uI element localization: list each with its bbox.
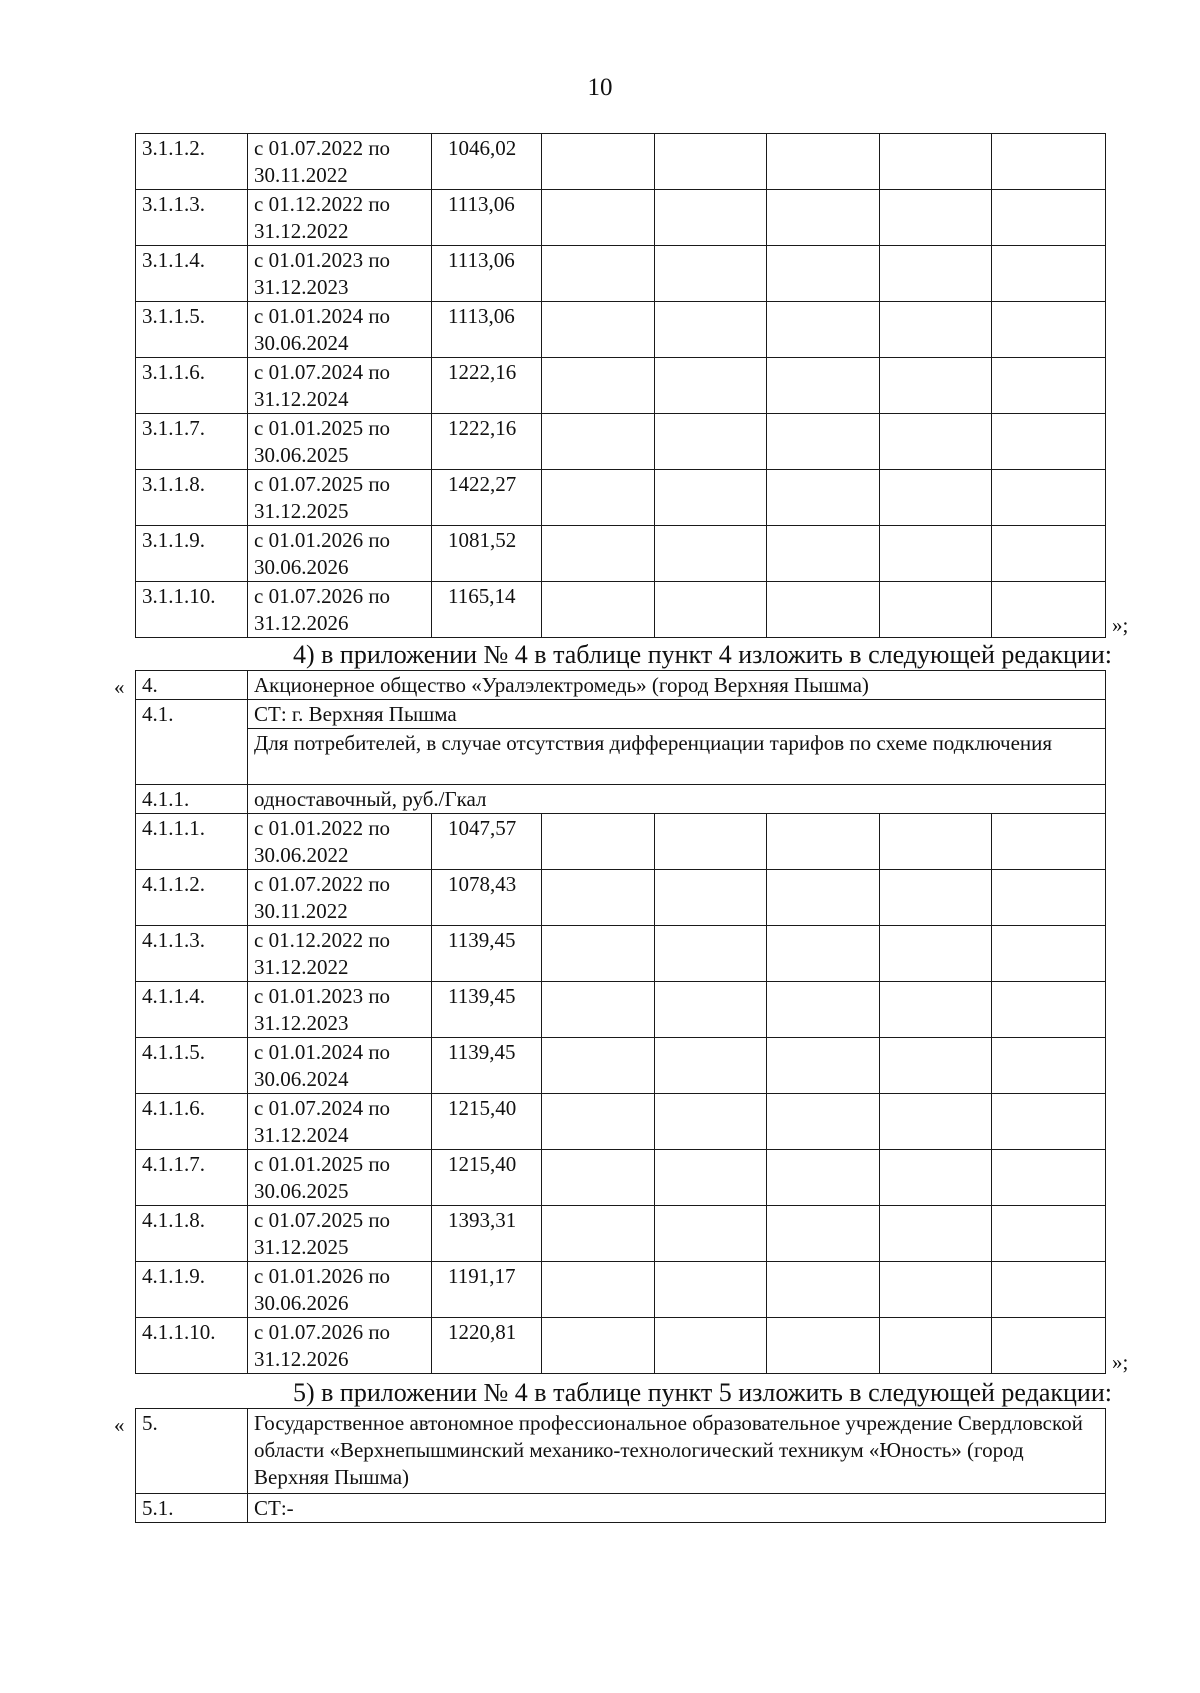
row-period-cell: с 01.07.2026 по 31.12.2026 xyxy=(248,1318,432,1374)
empty-cell xyxy=(542,582,655,638)
table-row xyxy=(136,729,1106,785)
empty-cell xyxy=(880,870,992,926)
table-row xyxy=(136,785,1106,814)
empty-cell xyxy=(880,1150,992,1206)
row-period-cell: с 01.01.2022 по 30.06.2022 xyxy=(248,814,432,870)
row-value-cell: 1139,45 xyxy=(432,982,542,1038)
row-code-cell: 4.1.1.1. xyxy=(136,814,248,870)
table-row xyxy=(136,1262,1106,1318)
empty-cell xyxy=(992,414,1106,470)
row-code-cell: 4.1.1.3. xyxy=(136,926,248,982)
empty-cell xyxy=(880,246,992,302)
empty-cell xyxy=(655,1150,767,1206)
row-value-cell: 1165,14 xyxy=(432,582,542,638)
tariff-table-5 xyxy=(135,1408,1106,1523)
row-period-cell: с 01.07.2022 по 30.11.2022 xyxy=(248,134,432,190)
row-value-cell: 1113,06 xyxy=(432,246,542,302)
empty-cell xyxy=(767,358,880,414)
empty-cell xyxy=(880,1038,992,1094)
tariff-code-cell: 4.1.1. xyxy=(136,785,248,814)
org-code-cell: 5. xyxy=(136,1409,248,1494)
amendment-instruction-5: 5) в приложении № 4 в таблице пункт 5 изложить в следующей редакции: xyxy=(293,1378,1112,1407)
row-period-cell: с 01.07.2022 по 30.11.2022 xyxy=(248,870,432,926)
empty-cell xyxy=(542,870,655,926)
row-period-cell: с 01.12.2022 по 31.12.2022 xyxy=(248,190,432,246)
empty-cell xyxy=(992,582,1106,638)
table-row xyxy=(136,1206,1106,1262)
table-row xyxy=(136,814,1106,870)
empty-cell xyxy=(767,1318,880,1374)
row-code-cell: 4.1.1.5. xyxy=(136,1038,248,1094)
table-row xyxy=(136,1094,1106,1150)
row-code-cell: 4.1.1.6. xyxy=(136,1094,248,1150)
empty-cell xyxy=(767,246,880,302)
table-row xyxy=(136,582,1106,638)
empty-cell xyxy=(767,134,880,190)
empty-cell xyxy=(880,1262,992,1318)
empty-cell xyxy=(992,526,1106,582)
table-row xyxy=(136,1038,1106,1094)
system-name-cell: СТ: г. Верхняя Пышма xyxy=(248,700,1106,729)
empty-cell xyxy=(992,1150,1106,1206)
empty-cell xyxy=(992,1094,1106,1150)
empty-cell xyxy=(542,246,655,302)
tariff-type-cell: одноставочный, руб./Гкал xyxy=(248,785,1106,814)
empty-cell xyxy=(655,470,767,526)
row-period-cell: с 01.07.2025 по 31.12.2025 xyxy=(248,1206,432,1262)
empty-cell xyxy=(767,414,880,470)
table-row xyxy=(136,470,1106,526)
page-number: 10 xyxy=(587,74,613,101)
empty-cell xyxy=(992,1262,1106,1318)
empty-cell xyxy=(992,1206,1106,1262)
org-name-cell: Акционерное общество «Уралэлектромедь» (город Верхняя Пышма) xyxy=(248,671,1106,700)
empty-cell xyxy=(767,1094,880,1150)
row-period-cell: с 01.07.2026 по 31.12.2026 xyxy=(248,582,432,638)
table-row xyxy=(136,302,1106,358)
empty-cell xyxy=(767,814,880,870)
row-code-cell: 4.1.1.8. xyxy=(136,1206,248,1262)
row-period-cell: с 01.01.2025 по 30.06.2025 xyxy=(248,1150,432,1206)
consumers-note-cell: Для потребителей, в случае отсутствия дифференциации тарифов по схеме подключения xyxy=(248,729,1106,785)
empty-cell xyxy=(655,526,767,582)
table-row xyxy=(136,870,1106,926)
empty-cell xyxy=(992,470,1106,526)
tariff-table-4 xyxy=(135,670,1106,1374)
empty-cell xyxy=(542,414,655,470)
empty-cell xyxy=(880,470,992,526)
empty-cell xyxy=(655,358,767,414)
empty-cell xyxy=(767,926,880,982)
empty-cell xyxy=(542,190,655,246)
row-period-cell: с 01.07.2024 по 31.12.2024 xyxy=(248,1094,432,1150)
table-row xyxy=(136,414,1106,470)
empty-cell xyxy=(880,1206,992,1262)
opening-quote: « xyxy=(114,1413,125,1437)
empty-cell xyxy=(655,134,767,190)
empty-cell xyxy=(767,1262,880,1318)
empty-cell xyxy=(655,982,767,1038)
row-period-cell: с 01.01.2024 по 30.06.2024 xyxy=(248,1038,432,1094)
empty-cell xyxy=(542,470,655,526)
empty-cell xyxy=(880,926,992,982)
system-code-cell: 5.1. xyxy=(136,1494,248,1523)
system-name-cell: СТ:- xyxy=(248,1494,1106,1523)
table-row xyxy=(136,982,1106,1038)
empty-cell xyxy=(655,246,767,302)
table-row xyxy=(136,1318,1106,1374)
row-period-cell: с 01.07.2024 по 31.12.2024 xyxy=(248,358,432,414)
row-value-cell: 1047,57 xyxy=(432,814,542,870)
empty-cell xyxy=(655,582,767,638)
row-value-cell: 1215,40 xyxy=(432,1094,542,1150)
empty-cell xyxy=(880,526,992,582)
table-row xyxy=(136,671,1106,700)
empty-cell xyxy=(542,358,655,414)
empty-cell xyxy=(767,582,880,638)
empty-cell xyxy=(542,302,655,358)
empty-cell xyxy=(655,1038,767,1094)
system-code-cell: 4.1. xyxy=(136,700,248,785)
empty-cell xyxy=(880,358,992,414)
empty-cell xyxy=(992,1038,1106,1094)
row-code-cell: 3.1.1.6. xyxy=(136,358,248,414)
empty-cell xyxy=(767,470,880,526)
row-code-cell: 3.1.1.5. xyxy=(136,302,248,358)
empty-cell xyxy=(992,982,1106,1038)
tariff-table-4-body xyxy=(136,671,1106,1374)
row-value-cell: 1215,40 xyxy=(432,1150,542,1206)
table-row xyxy=(136,190,1106,246)
empty-cell xyxy=(992,1318,1106,1374)
amendment-instruction-4: 4) в приложении № 4 в таблице пункт 4 изложить в следующей редакции: xyxy=(293,640,1112,669)
empty-cell xyxy=(992,302,1106,358)
empty-cell xyxy=(542,1150,655,1206)
row-value-cell: 1078,43 xyxy=(432,870,542,926)
row-value-cell: 1222,16 xyxy=(432,414,542,470)
empty-cell xyxy=(655,1094,767,1150)
empty-cell xyxy=(992,190,1106,246)
row-code-cell: 4.1.1.2. xyxy=(136,870,248,926)
empty-cell xyxy=(655,870,767,926)
empty-cell xyxy=(880,814,992,870)
table-row xyxy=(136,926,1106,982)
empty-cell xyxy=(880,582,992,638)
row-code-cell: 3.1.1.7. xyxy=(136,414,248,470)
empty-cell xyxy=(992,926,1106,982)
empty-cell xyxy=(655,1206,767,1262)
closing-quote: »; xyxy=(1112,613,1129,637)
table-row xyxy=(136,526,1106,582)
row-period-cell: с 01.01.2024 по 30.06.2024 xyxy=(248,302,432,358)
row-value-cell: 1220,81 xyxy=(432,1318,542,1374)
org-name-cell: Государственное автономное профессиональное образовательное учреждение Свердловской области «Верхнепышминский механико-технологический техникум «Юность» (город Верхняя Пышма) xyxy=(248,1409,1106,1494)
empty-cell xyxy=(542,1262,655,1318)
row-value-cell: 1113,06 xyxy=(432,190,542,246)
empty-cell xyxy=(992,870,1106,926)
empty-cell xyxy=(767,1150,880,1206)
empty-cell xyxy=(655,190,767,246)
empty-cell xyxy=(542,1206,655,1262)
table-row xyxy=(136,358,1106,414)
row-value-cell: 1139,45 xyxy=(432,926,542,982)
row-code-cell: 3.1.1.4. xyxy=(136,246,248,302)
row-code-cell: 3.1.1.3. xyxy=(136,190,248,246)
empty-cell xyxy=(880,1094,992,1150)
empty-cell xyxy=(542,134,655,190)
row-value-cell: 1222,16 xyxy=(432,358,542,414)
table-row xyxy=(136,700,1106,729)
empty-cell xyxy=(655,302,767,358)
empty-cell xyxy=(655,1262,767,1318)
row-value-cell: 1422,27 xyxy=(432,470,542,526)
empty-cell xyxy=(542,1318,655,1374)
org-code-cell: 4. xyxy=(136,671,248,700)
empty-cell xyxy=(542,526,655,582)
empty-cell xyxy=(767,1206,880,1262)
table-row xyxy=(136,246,1106,302)
row-code-cell: 4.1.1.4. xyxy=(136,982,248,1038)
row-period-cell: с 01.01.2023 по 31.12.2023 xyxy=(248,246,432,302)
empty-cell xyxy=(992,814,1106,870)
empty-cell xyxy=(767,302,880,358)
empty-cell xyxy=(767,982,880,1038)
empty-cell xyxy=(880,190,992,246)
empty-cell xyxy=(992,134,1106,190)
row-period-cell: с 01.01.2025 по 30.06.2025 xyxy=(248,414,432,470)
tariff-table-3 xyxy=(135,133,1106,638)
empty-cell xyxy=(542,926,655,982)
empty-cell xyxy=(880,1318,992,1374)
table-row xyxy=(136,1409,1106,1494)
tariff-table-3-body xyxy=(136,134,1106,638)
empty-cell xyxy=(655,414,767,470)
empty-cell xyxy=(767,870,880,926)
empty-cell xyxy=(655,926,767,982)
empty-cell xyxy=(655,814,767,870)
empty-cell xyxy=(880,302,992,358)
row-value-cell: 1081,52 xyxy=(432,526,542,582)
row-code-cell: 4.1.1.10. xyxy=(136,1318,248,1374)
row-code-cell: 3.1.1.2. xyxy=(136,134,248,190)
empty-cell xyxy=(992,246,1106,302)
row-value-cell: 1113,06 xyxy=(432,302,542,358)
row-code-cell: 3.1.1.10. xyxy=(136,582,248,638)
closing-quote: »; xyxy=(1112,1350,1129,1374)
empty-cell xyxy=(767,526,880,582)
row-period-cell: с 01.01.2026 по 30.06.2026 xyxy=(248,1262,432,1318)
row-code-cell: 3.1.1.9. xyxy=(136,526,248,582)
row-value-cell: 1139,45 xyxy=(432,1038,542,1094)
row-code-cell: 4.1.1.7. xyxy=(136,1150,248,1206)
empty-cell xyxy=(542,1094,655,1150)
row-period-cell: с 01.07.2025 по 31.12.2025 xyxy=(248,470,432,526)
empty-cell xyxy=(655,1318,767,1374)
empty-cell xyxy=(542,982,655,1038)
empty-cell xyxy=(542,814,655,870)
empty-cell xyxy=(767,1038,880,1094)
empty-cell xyxy=(880,134,992,190)
empty-cell xyxy=(992,358,1106,414)
row-code-cell: 3.1.1.8. xyxy=(136,470,248,526)
row-period-cell: с 01.12.2022 по 31.12.2022 xyxy=(248,926,432,982)
empty-cell xyxy=(880,414,992,470)
row-period-cell: с 01.01.2026 по 30.06.2026 xyxy=(248,526,432,582)
row-code-cell: 4.1.1.9. xyxy=(136,1262,248,1318)
table-row xyxy=(136,1150,1106,1206)
opening-quote: « xyxy=(114,675,125,699)
row-value-cell: 1393,31 xyxy=(432,1206,542,1262)
empty-cell xyxy=(767,190,880,246)
empty-cell xyxy=(880,982,992,1038)
row-value-cell: 1191,17 xyxy=(432,1262,542,1318)
table-row xyxy=(136,134,1106,190)
row-period-cell: с 01.01.2023 по 31.12.2023 xyxy=(248,982,432,1038)
row-value-cell: 1046,02 xyxy=(432,134,542,190)
table-row xyxy=(136,1494,1106,1523)
empty-cell xyxy=(542,1038,655,1094)
